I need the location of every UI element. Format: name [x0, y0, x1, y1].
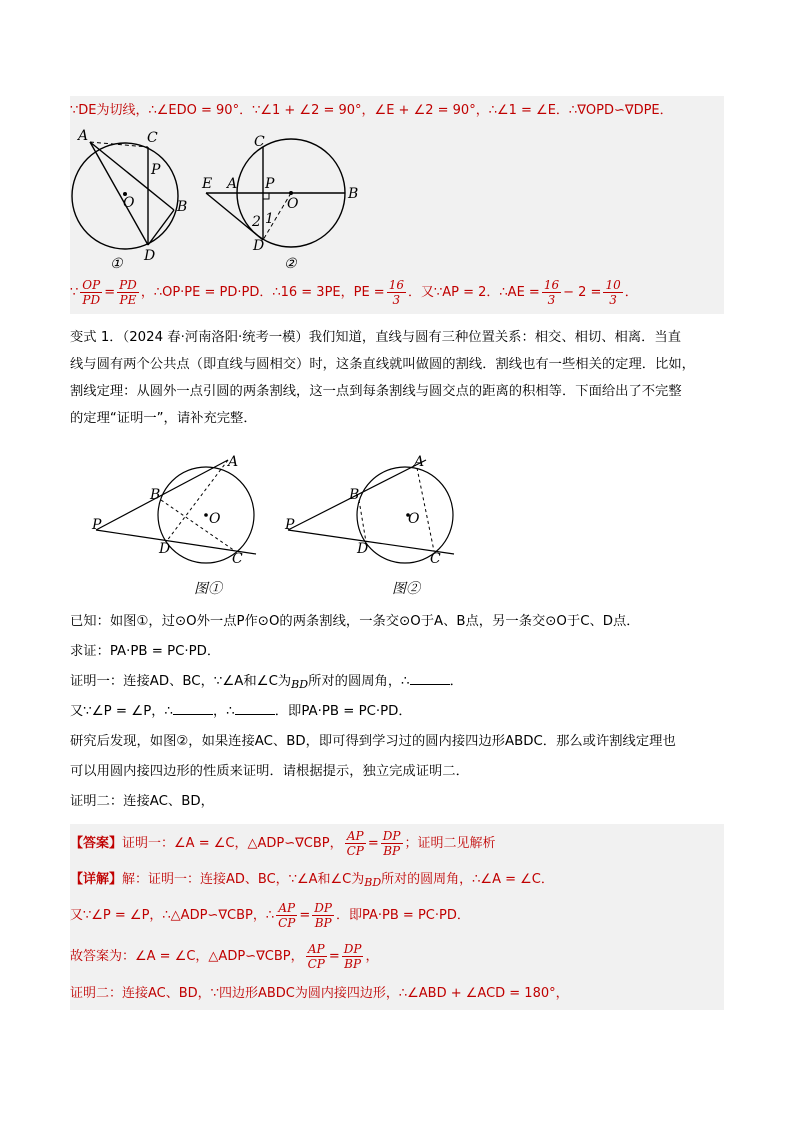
- fraction: $\frac{10}{3}$: [605, 278, 621, 307]
- dashed-ac: [417, 468, 434, 551]
- dashed-bc: [161, 500, 235, 551]
- fraction: $\frac{DP}{BP}$: [382, 829, 401, 858]
- center-dot: [204, 513, 208, 517]
- fraction: $\frac{DP}{BP}$: [314, 901, 332, 930]
- label-o: O: [287, 196, 299, 212]
- fill-blank-3[interactable]: [235, 700, 275, 715]
- label-d: D: [159, 541, 171, 557]
- answer-line: 【答案】证明一：∠A = ∠C，△ADP∽∇CBP， $\frac{AP}{CP}$ = $\frac{DP}{BP}$ ；证明二见解析: [70, 824, 724, 864]
- label-c: C: [254, 134, 265, 150]
- fraction: $\frac{AP}{CP}$: [307, 942, 325, 971]
- proof1-line1: 证明一：连接AD、BC，∵∠A和∠C为$_{BD}$所对的圆周角，∴ ．: [70, 667, 724, 697]
- label-c: C: [147, 130, 158, 146]
- chord-ad: [90, 142, 148, 245]
- label-o: O: [209, 511, 221, 527]
- dashed-bd: [359, 500, 366, 542]
- circle: [357, 467, 453, 563]
- solution-line-2: ∵ $\frac{OP}{PD}$ = $\frac{PD}{PE}$ ，∴OP·PE = PD·PD．∴16 = 3PE，PE = $\frac{16}{3}$ ．又∵AP = 2．∴AE = $\frac{16}{3}$ − 2 = $\frac{10}{3}$ ．: [70, 272, 724, 314]
- solution-line-1: [70, 96, 724, 126]
- fraction: $\frac{OP}{PD}$: [82, 278, 101, 307]
- arc-bd: BD: [291, 678, 309, 691]
- detail-tag: 【详解】: [70, 872, 123, 887]
- answer-tag: 【答案】: [70, 836, 123, 851]
- proof2-line: 证明二：连接AC、BD，: [70, 794, 214, 809]
- problem-paragraph-2: [70, 607, 724, 817]
- center-dot: [289, 191, 293, 195]
- label-b: B: [150, 487, 161, 503]
- right-angle-mark: [263, 193, 269, 199]
- proof1-line2: 又∵∠P = ∠P，∴ ，∴ ．即PA·PB = PC·PD．: [70, 697, 724, 727]
- label-2: 2: [252, 214, 261, 230]
- circle-figure-2: [200, 126, 370, 272]
- label-p: P: [265, 176, 275, 192]
- label-p: P: [92, 517, 102, 533]
- label-p: P: [285, 517, 295, 533]
- para2-line1: 研究后发现，如图②，如果连接AC、BD，即可得到学习过的圆内接四边形ABDC．那么或许割线定理也: [70, 734, 676, 749]
- detail-line-3: 故答案为：∠A = ∠C，△ADP∽∇CBP， $\frac{AP}{CP}$ = $\frac{DP}{BP}$ ，: [70, 936, 724, 978]
- label-1: 1: [265, 211, 274, 227]
- circle-figure-1: [70, 126, 200, 272]
- fraction: $\frac{16}{3}$: [543, 278, 560, 307]
- fill-blank-1[interactable]: [410, 670, 450, 685]
- dashed-ad: [166, 460, 228, 542]
- detail-line-4: 证明二：连接AC、BD，∵四边形ABDC为圆内接四边形，∴∠ABD + ∠ACD = 180°，: [70, 978, 724, 1010]
- label-b: B: [349, 487, 360, 503]
- label-c: C: [232, 551, 243, 567]
- fraction: $\frac{DP}{BP}$: [343, 942, 362, 971]
- detail-line-1: 【详解】解：证明一：连接AD、BC，∵∠A和∠C为$_{BD}$所对的圆周角，∴∠A = ∠C．: [70, 864, 724, 896]
- label-p: P: [151, 162, 161, 178]
- figure-caption: 图①: [194, 581, 222, 597]
- label-o: O: [408, 511, 420, 527]
- fraction: $\frac{AP}{CP}$: [278, 901, 296, 930]
- secant-figure-1: [88, 450, 268, 600]
- label-a: A: [228, 454, 239, 470]
- label-b: B: [348, 186, 359, 202]
- label-d: D: [357, 541, 369, 557]
- fraction: $\frac{PD}{PE}$: [119, 278, 137, 307]
- label-a: A: [227, 176, 238, 192]
- problem-paragraph-1: 变式 1．（2024 春·河南洛阳·统考一模）我们知道，直线与圆有三种位置关系：相交、相切、相离．当直 线与圆有两个公共点（即直线与圆相交）时，这条直线就叫做圆的割线．割线也有一些相关的定理．比如， 割线定理：从圆外一点引圆的两条割线，这一点到每条割线与圆交点的距离的积相等．下面给出了不完整 的定理“证明一”，请补充完整．: [70, 330, 695, 426]
- prove-line: 求证：PA·PB = PC·PD．: [70, 644, 221, 659]
- label-d: D: [253, 238, 265, 254]
- label-b: B: [177, 199, 188, 215]
- fill-blank-2[interactable]: [173, 700, 213, 715]
- secant-figure-2: [282, 450, 462, 600]
- label-c: C: [430, 551, 441, 567]
- chord-bd: [148, 210, 174, 245]
- figure-caption: 图②: [392, 581, 420, 597]
- known-line: 已知：如图①，过⊙O外一点P作⊙O的两条割线，一条交⊙O于A、B点，另一条交⊙O于C、D点．: [70, 614, 640, 629]
- fraction: $\frac{16}{3}$: [388, 278, 404, 307]
- label-o: O: [123, 195, 135, 211]
- para2-line2: 可以用圆内接四边形的性质来证明．请根据提示，独立完成证明二．: [70, 764, 469, 779]
- figure-number: ②: [284, 256, 297, 272]
- detail-line-2: 又∵∠P = ∠P，∴△ADP∽∇CBP，∴ $\frac{AP}{CP}$ = $\frac{DP}{BP}$ ．即PA·PB = PC·PD．: [70, 896, 724, 936]
- label-a: A: [414, 454, 425, 470]
- fraction: $\frac{AP}{CP}$: [346, 829, 364, 858]
- label-d: D: [144, 248, 156, 264]
- label-a: A: [78, 128, 89, 144]
- figure-number: ①: [110, 256, 123, 272]
- label-e: E: [202, 176, 213, 192]
- solution-text: ∵DE为切线，∴∠EDO = 90°．∵∠1 + ∠2 = 90°，∠E + ∠2 = 90°，∴∠1 = ∠E．∴∇OPD∽∇DPE．: [70, 103, 673, 118]
